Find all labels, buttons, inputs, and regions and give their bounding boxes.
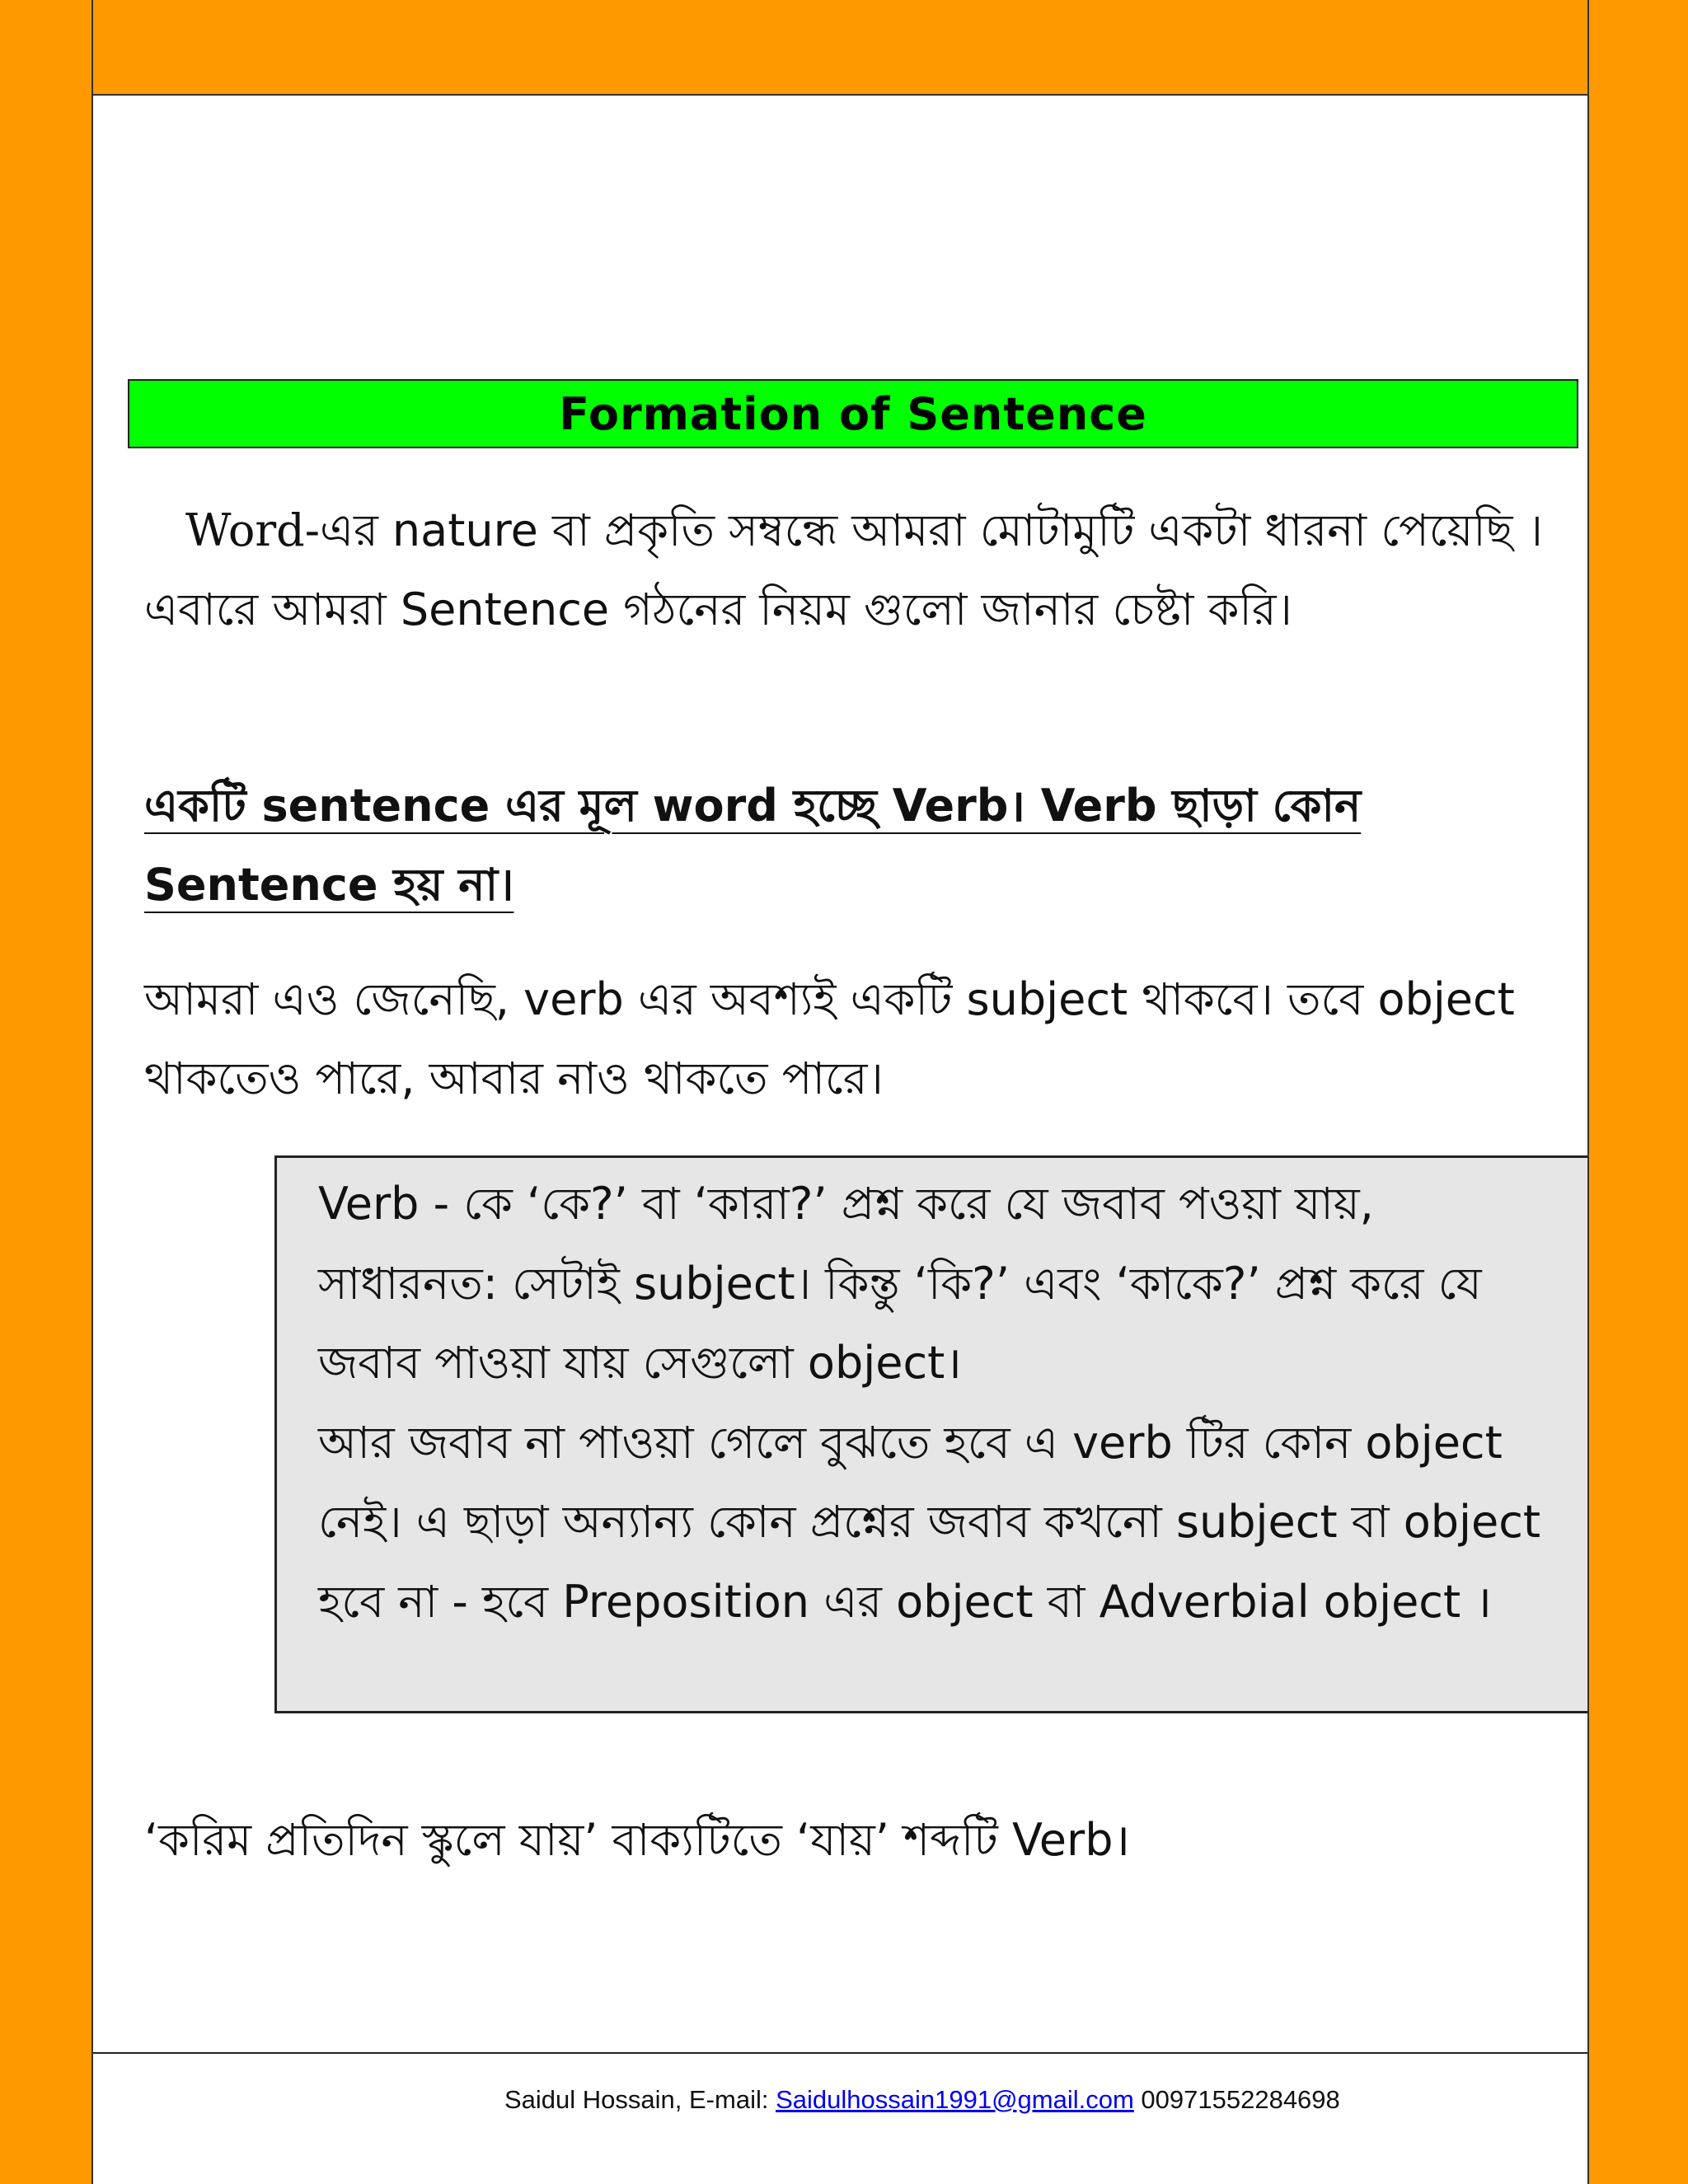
note-text [318, 1165, 1554, 1642]
note-paragraph-1: Verb - কে ‘কে?’ বা ‘কারা?’ প্রশ্ন করে যে জবাব পওয়া যায়, সাধারনত: সেটাই subject। কিন্তু ‘কি?’ এবং ‘কাকে?’ প্রশ্ন করে যে জবাব পাওয়া যায় সেগুলো object। [318, 1178, 1482, 1389]
left-orange-border [0, 0, 93, 2184]
footer-email-link[interactable]: Saidulhossain1991@gmail.com [776, 2085, 1134, 2114]
right-orange-border [1587, 0, 1688, 2184]
top-orange-band [93, 0, 1587, 96]
intro-paragraph [144, 491, 1562, 649]
page-title: Formation of Sentence [559, 387, 1147, 440]
title-banner [128, 379, 1578, 448]
note-box [274, 1155, 1587, 1713]
footer-author: Saidul Hossain, E-mail: [504, 2085, 776, 2114]
footer [504, 2085, 1340, 2115]
note-paragraph-2: আর জবাব না পাওয়া গেলে বুঝতে হবে এ verb টির কোন object নেই। এ ছাড়া অন্যান্য কোন প্রশ্নের জবাব কখনো subject বা object হবে না - হবে Preposition এর object বা Adverbial object । [318, 1416, 1541, 1628]
known-paragraph: আমরা এও জেনেছি, verb এর অবশ্যই একটি subject থাকবে। তবে object থাকতেও পারে, আবার নাও থাকতে পারে। [144, 973, 1515, 1104]
footer-phone: 00971552284698 [1133, 2085, 1340, 2114]
intro-lead-word: Word- [185, 504, 320, 556]
intro-text: এর nature বা প্রকৃতি সম্বন্ধে আমরা মোটামুটি একটা ধারনা পেয়েছি ।এবারে আমরা Sentence গঠনের নিয়ম গুলো জানার চেষ্টা করি। [144, 504, 1543, 635]
footer-divider [93, 2052, 1587, 2054]
example-paragraph: ‘করিম প্রতিদিন স্কুলে যায়’ বাক্যটিতে ‘যায়’ শব্দটি Verb। [144, 1814, 1130, 1866]
rule-paragraph: একটি sentence এর মূল word হচ্ছে Verb। Verb ছাড়া কোন Sentence হয় না। [144, 780, 1362, 911]
